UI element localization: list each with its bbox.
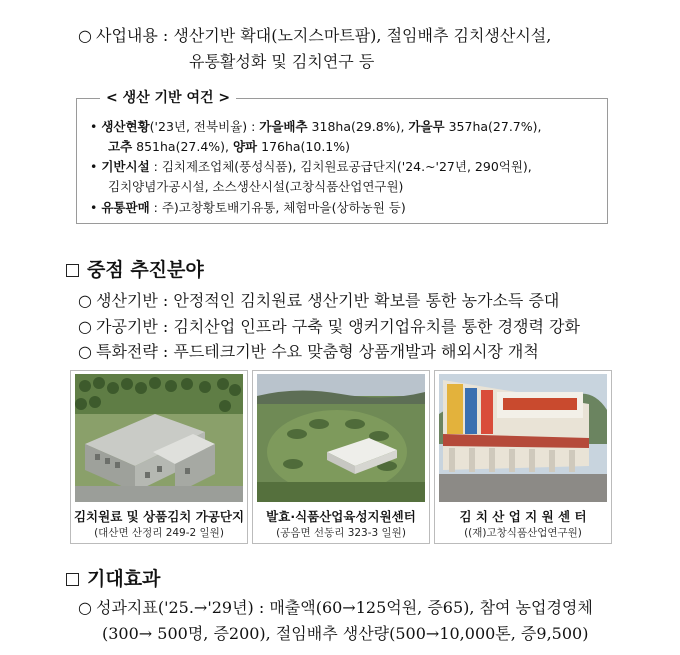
box-line-production: • 생산현황('23년, 전북비율) : 가을배추 318ha(29.8%), 가을무 357ha(27.7%), bbox=[90, 119, 542, 134]
photo-card-support-center bbox=[434, 370, 612, 544]
effects-line-1: ○ 성과지표('25.→'29년) : 매출액(60→125억원, 증65), 참여 농업경영체 bbox=[78, 598, 593, 617]
aerial-complex-image bbox=[257, 374, 425, 502]
photo-subcaption: (공음면 선동리 323-3 일원) bbox=[276, 527, 406, 539]
circle-bullet-icon: ○ bbox=[78, 317, 92, 336]
photo-caption: 김 치 산 업 지 원 센 터 bbox=[459, 509, 587, 524]
section-title-focus: 중점 추진분야 bbox=[66, 258, 204, 282]
circle-bullet-icon: ○ bbox=[78, 26, 92, 45]
intro-line-1: ○ 사업내용 : 생산기반 확대(노지스마트팜), 절임배추 김치생산시설, bbox=[78, 26, 552, 45]
focus-item-3: ○ 특화전략 : 푸드테크기반 수요 맞춤형 상품개발과 해외시장 개척 bbox=[78, 342, 539, 361]
photo-caption: 김치원료 및 상품김치 가공단지 bbox=[73, 509, 245, 524]
circle-bullet-icon: ○ bbox=[78, 342, 92, 361]
photo-subcaption: ((재)고창식품산업연구원) bbox=[464, 527, 582, 539]
photo-subcaption: (대산면 산정리 249-2 일원) bbox=[94, 527, 224, 539]
effects-line-2: (300→ 500명, 증200), 절임배추 생산량(500→10,000톤, 증9,500) bbox=[102, 624, 589, 643]
box-line-facilities-2: 김치양념가공시설, 소스생산시설(고창식품산업연구원) bbox=[108, 179, 404, 194]
intro-line-2: 유통활성화 및 김치연구 등 bbox=[189, 52, 375, 71]
square-bullet-icon bbox=[66, 264, 79, 277]
photo-card-fermentation bbox=[252, 370, 430, 544]
photo-caption: 발효·식품산업육성지원센터 bbox=[266, 509, 416, 524]
building-facade-image bbox=[439, 374, 607, 502]
section-title-effects: 기대효과 bbox=[66, 567, 160, 591]
factory-rendering-image bbox=[75, 374, 243, 502]
circle-bullet-icon: ○ bbox=[78, 598, 92, 617]
box-line-facilities: • 기반시설 : 김치제조업체(풍성식품), 김치원료공급단지('24.~'27년, 290억원), bbox=[90, 159, 532, 174]
box-line-production-2: 고추 851ha(27.4%), 양파 176ha(10.1%) bbox=[108, 139, 351, 154]
box-title: < 생산 기반 여건 > bbox=[100, 88, 236, 108]
square-bullet-icon bbox=[66, 573, 79, 586]
focus-item-1: ○ 생산기반 : 안정적인 김치원료 생산기반 확보를 통한 농가소득 증대 bbox=[78, 291, 560, 310]
box-line-distribution: • 유통판매 : 주)고창황토배기유통, 체험마을(상하농원 등) bbox=[90, 200, 406, 215]
photo-card-processing bbox=[70, 370, 248, 544]
focus-item-2: ○ 가공기반 : 김치산업 인프라 구축 및 앵커기업유치를 통한 경쟁력 강화 bbox=[78, 317, 580, 336]
circle-bullet-icon: ○ bbox=[78, 291, 92, 310]
